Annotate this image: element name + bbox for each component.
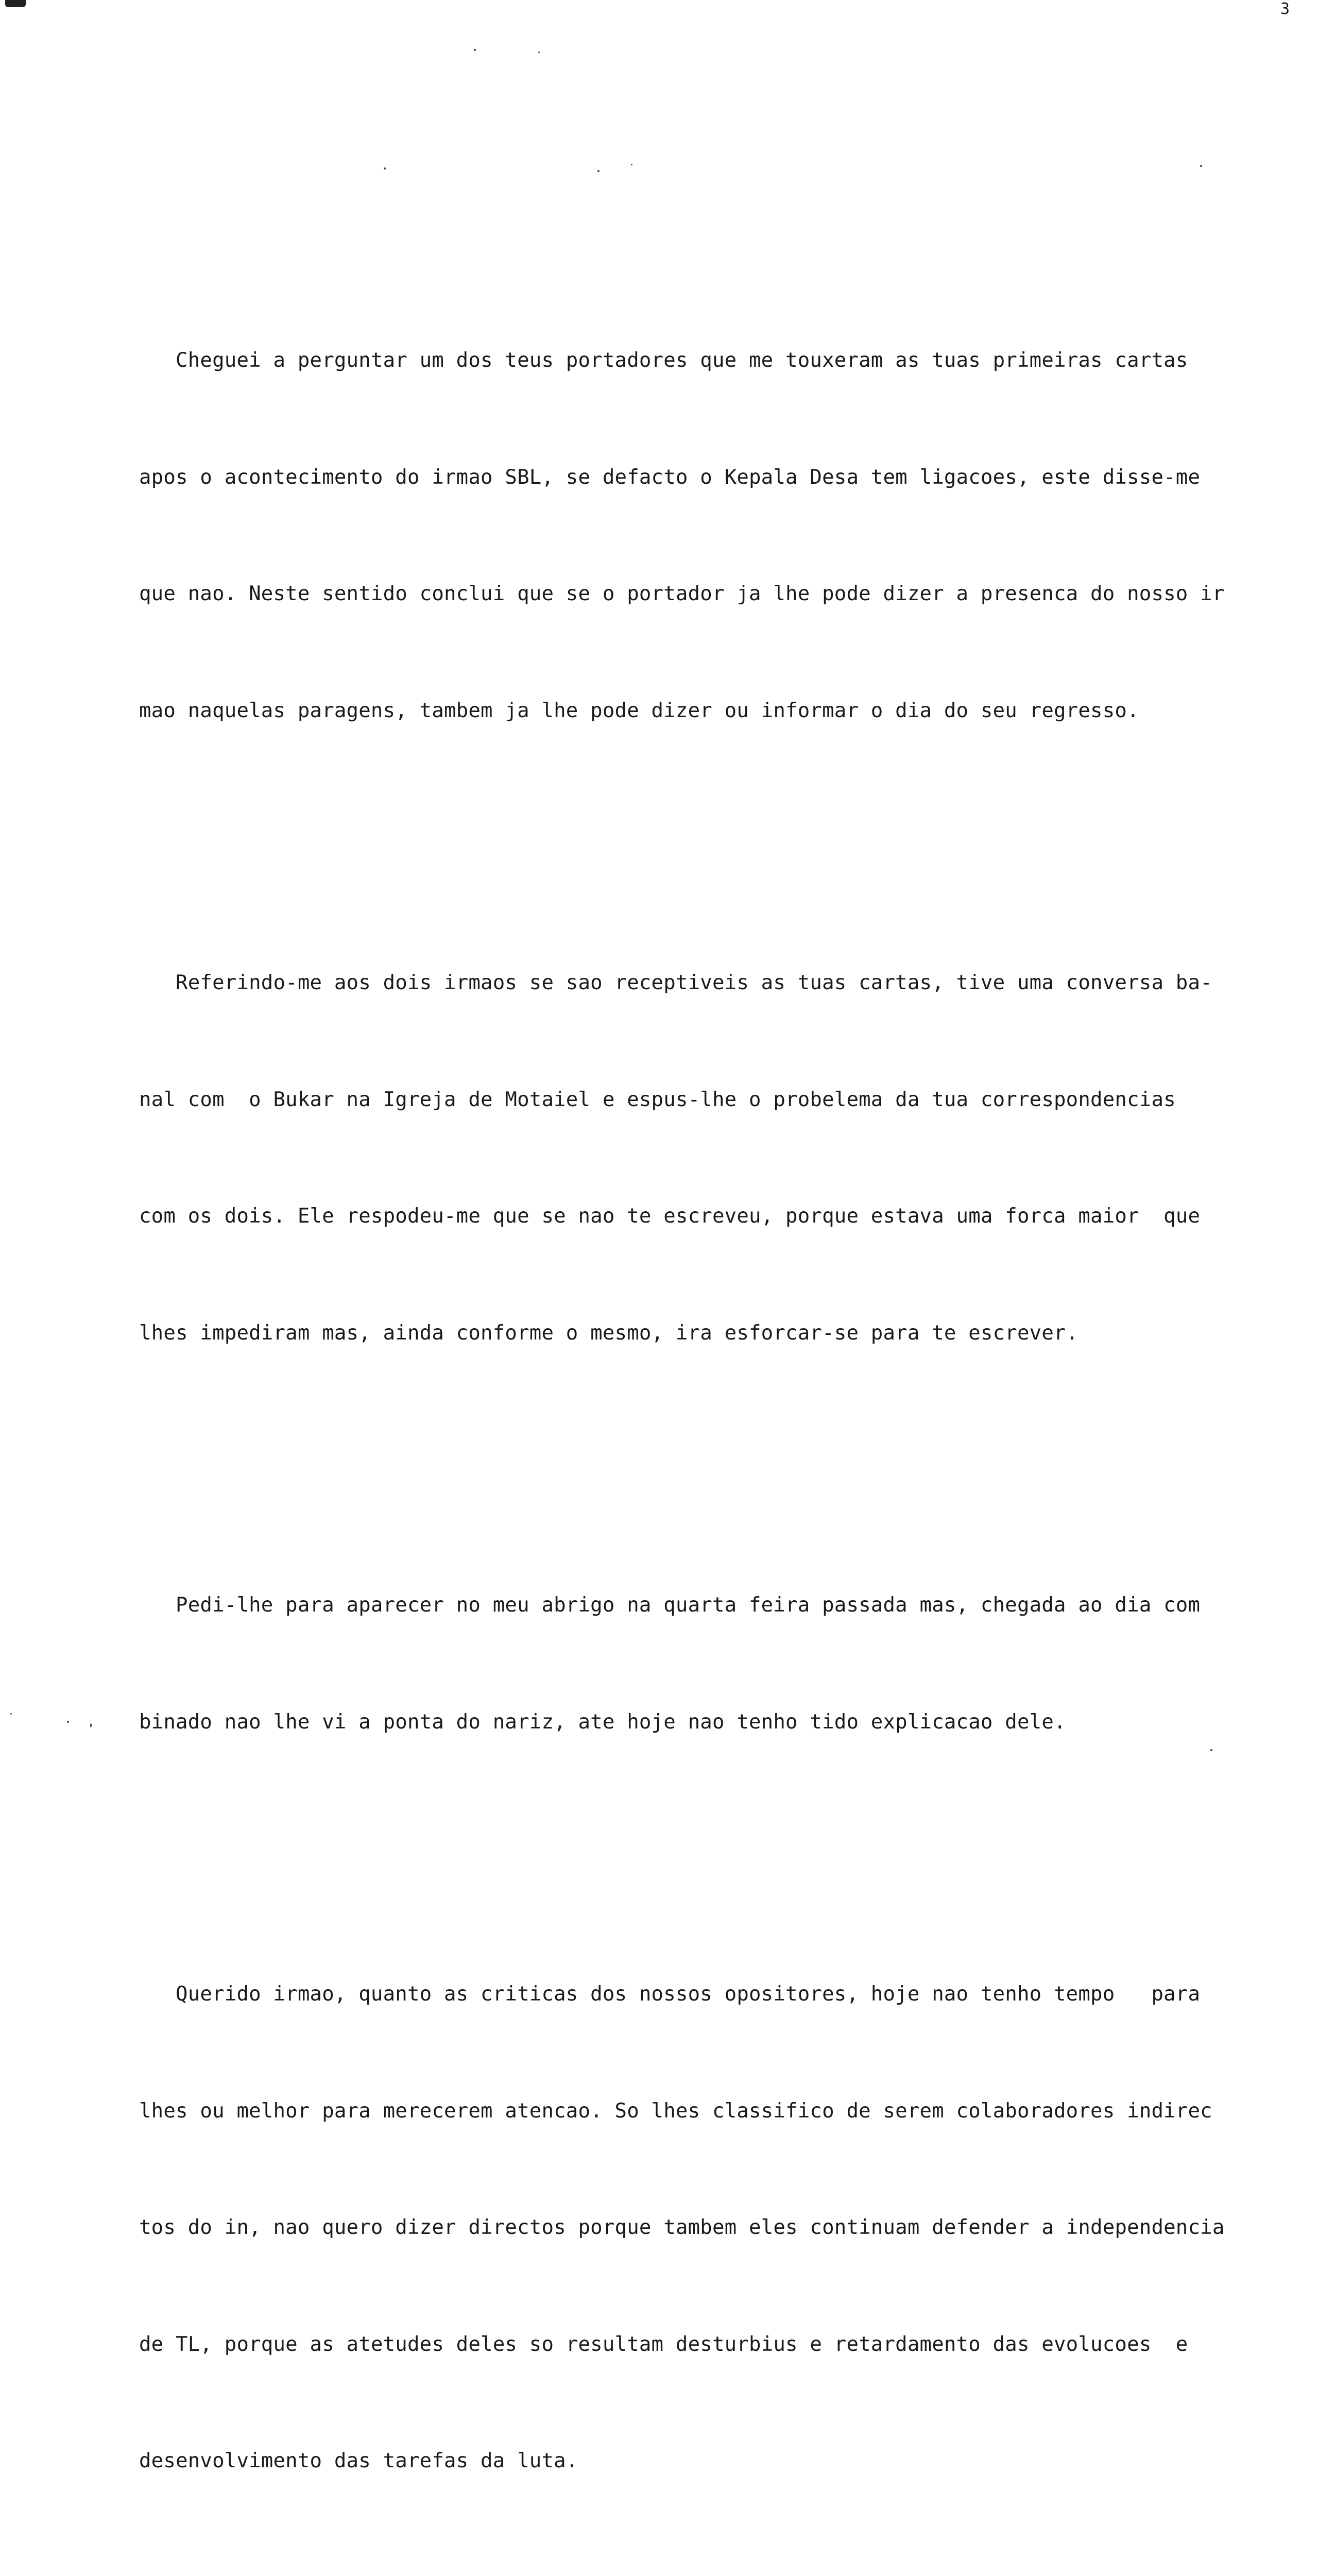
scan-speck [597, 170, 600, 172]
paragraph-2 [139, 886, 1236, 1430]
scan-speck [1200, 165, 1202, 167]
scan-speck [631, 164, 632, 165]
text-line: desenvolvimento das tarefas da luta. [139, 2449, 578, 2472]
text-line: Pedi-lhe para aparecer no meu abrigo na quarta feira passada mas, chegada ao dia com [139, 1594, 1201, 1617]
text-line: lhes ou melhor para merecerem atencao. So lhes classifico de serem colaboradores indirec [139, 2099, 1212, 2123]
scan-speck [67, 1721, 69, 1723]
typed-letter-body [139, 185, 1236, 2576]
paragraph-1 [139, 263, 1236, 808]
text-line: nal com o Bukar na Igreja de Motaiel e espus-lhe o probelema da tua correspondencias [139, 1088, 1176, 1111]
text-line: lhes impediram mas, ainda conforme o mesmo, ira esforcar-se para te escrever. [139, 1321, 1079, 1345]
text-line: Querido irmao, quanto as criticas dos nossos opositores, hoje nao tenho tempo para [139, 1982, 1201, 2006]
scan-speck [10, 1713, 12, 1715]
text-line: com os dois. Ele respodeu-me que se nao te escreveu, porque estava uma forca maior que [139, 1205, 1201, 1228]
scan-speck [90, 1723, 92, 1727]
scan-speck [384, 167, 386, 170]
scan-speck [538, 52, 540, 53]
text-line: mao naquelas paragens, tambem ja lhe pode dizer ou informar o dia do seu regresso. [139, 699, 1139, 722]
page-number: 3 [1280, 0, 1290, 18]
text-line: Cheguei a perguntar um dos teus portadores que me touxeram as tuas primeiras cartas [139, 349, 1188, 372]
text-line: tos do in, nao quero dizer directos porque tambem eles continuam defender a independencia [139, 2216, 1225, 2239]
text-line: que nao. Neste sentido conclui que se o portador ja lhe pode dizer a presenca do nosso ir [139, 582, 1225, 605]
text-line: Referindo-me aos dois irmaos se sao receptiveis as tuas cartas, tive uma conversa ba- [139, 971, 1212, 994]
text-line: apos o acontecimento do irmao SBL, se defacto o Kepala Desa tem ligacoes, este disse-me [139, 465, 1201, 489]
paragraph-3 [139, 1508, 1236, 1819]
text-line: binado nao lhe vi a ponta do nariz, ate hoje nao tenho tido explicacao dele. [139, 1710, 1066, 1734]
paragraph-4 [139, 1897, 1236, 2558]
text-line: de TL, porque as atetudes deles so resultam desturbius e retardamento das evolucoes e [139, 2332, 1188, 2356]
scan-corner-mark [5, 0, 26, 7]
scan-speck [474, 49, 476, 51]
